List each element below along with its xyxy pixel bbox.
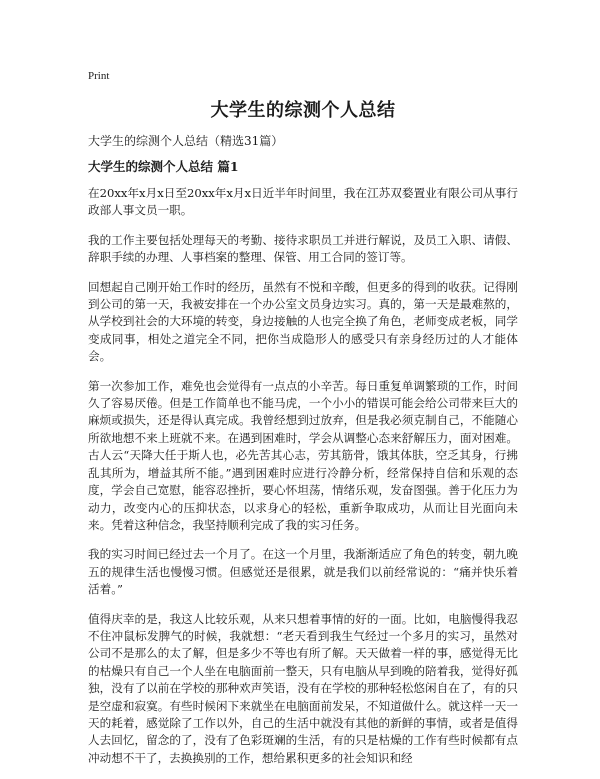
page-title: 大学生的综测个人总结 (210, 100, 396, 121)
body-paragraph: 我的实习时间已经过去一个月了。在这一个月里，我渐渐适应了角色的转变，朝九晚五的规律生活也慢慢习惯。但感觉还是很累，就是我们以前经常说的：“痛并快乐着活着。” (88, 547, 518, 597)
body-paragraph: 我的工作主要包括处理每天的考勤、接待求职员工并进行解说，及员工入职、请假、辞职手续的办理、人事档案的整理、保管、用工合同的签订等。 (88, 232, 518, 265)
document-subtitle: 大学生的综测个人总结（精选31篇） (88, 134, 284, 148)
print-link[interactable]: Print (88, 70, 110, 82)
document-body (88, 185, 518, 779)
body-paragraph: 第一次参加工作，难免也会觉得有一点点的小辛苦。每日重复单调繁琐的工作，时间久了容易厌倦。但是工作简单也不能马虎，一个小小的错误可能会给公司带来巨大的麻烦或损失，还是得认真完成。我曾经想到过放弃，但是我必须克制自己，不能随心所欲地想不来上班就不来。在遇到困难时，学会从调整心态来舒解压力，面对困难。古人云“天降大任于斯人也，必先苦其心志，劳其筋骨，饿其体肤，空乏其身，行拂乱其所为，增益其所不能。”遇到困难时应进行冷静分析，经常保持自信和乐观的态度，学会自己宽慰，能容忍挫折，要心怀坦荡，情绪乐观，发奋图强。善于化压力为动力，改变内心的压抑状态，以求身心的轻松，重新争取成功，从而让目光面向未来。凭着这种信念，我坚持顺利完成了我的实习任务。 (88, 378, 518, 532)
body-paragraph: 回想起自己刚开始工作时的经历，虽然有不悦和辛酸，但更多的得到的收获。记得刚到公司的第一天，我被安排在一个办公室文员身边实习。真的，第一天是最难熬的，从学校到社会的大环境的转变，身边接触的人也完全换了角色，老师变成老板，同学变成同事，相处之道完全不同，把你当成隐形人的感受只有亲身经历过的人才能体会。 (88, 279, 518, 364)
body-paragraph: 在20xx年x月x日至20xx年x月x日近半年时间里，我在江苏双婺置业有限公司从事行政部人事文员一职。 (88, 186, 518, 218)
section-heading: 大学生的综测个人总结 篇1 (88, 159, 239, 174)
body-paragraph: 值得庆幸的是，我这人比较乐观，从来只想着事情的好的一面。比如，电脑慢得我忍不住冲鼠标发脾气的时候，我就想：“老天看到我生气经过一个多月的实习，虽然对公司不是那么的太了解，但是多少不等也有所了解。天天做着一样的事，感觉得无比的枯燥只有自己一个人坐在电脑面前一整天，只有电脑从早到晚的陪着我，觉得好孤独，没有了以前在学校的那种欢声笑语，没有在学校的那种轻松悠闲自在了，有的只是空虚和寂寞。有些时候闲下来就坐在电脑面前发呆，不知道做什么。就这样一天一天的耗着，感觉除了工作以外，自己的生活中就没有其他的新鲜的事情，或者是值得人去回忆，留念的了，没有了色彩斑斓的生活，有的只是枯燥的工作有些时候都有点冲动想不干了，去换换别的工作，想给累积更多的社会知识和经 (88, 611, 518, 765)
